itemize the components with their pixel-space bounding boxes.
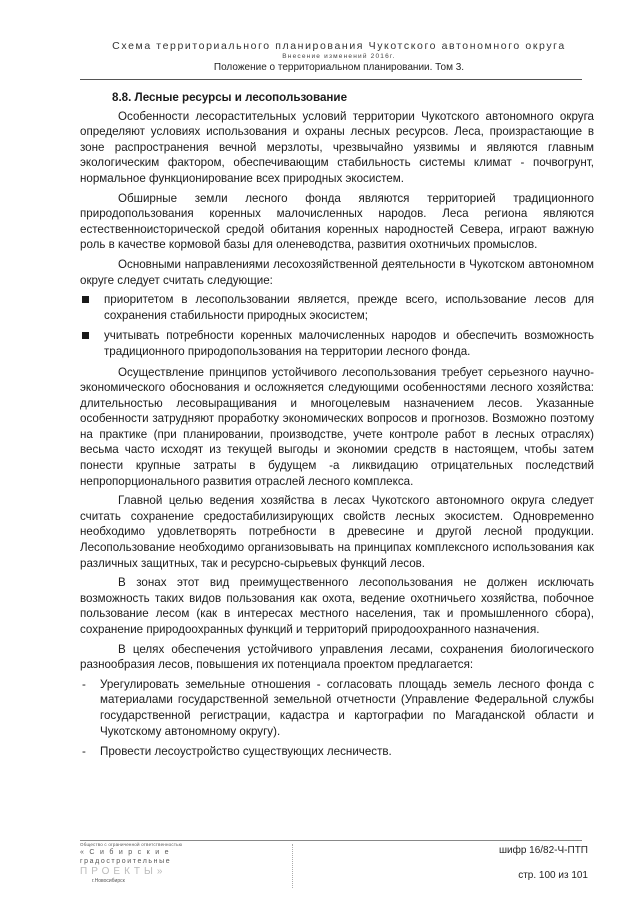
logo-line-urban: градостроительные	[80, 858, 172, 865]
main-content	[80, 90, 594, 765]
bullet-item	[80, 292, 594, 323]
dash-item	[80, 677, 594, 739]
paragraph: Осуществление принципов устойчивого лесопользования требует серьезного научно-экономического обоснования и осложняется следующими особенностями лесного хозяйства: длительностью лесовыращивания и многоцелевым назначением лесов. Указанные особенности затрудняют проработку экономических вопросов и прогнозов. Возможно поэтому на практике (при планировании, производстве, учете контроле работ в лесных отраслях) весьма часто исходят из текущей выгоды и экономии средств в настоящем, чтобы затем понести крупные затраты в будущем -а ликвидацию отрицательных последствий непропорционального развития отраслей лесного комплекса.	[80, 365, 594, 488]
bullet-item	[80, 328, 594, 359]
paragraph: В зонах этот вид преимущественного лесопользования не должен исключать возможность таких видов пользования как охота, ведение охотничьего хозяйства, побочное пользование лесом (как в интересах местного населения, так и промышленного сбора), сохранение природоохранных функций и территорий природоохранного назначения.	[80, 576, 594, 636]
bullet-text: учитывать потребности коренных малочисленных народов и обеспечить возможность традиционного природопользования на территории лесного фонда.	[104, 329, 594, 358]
paragraph: Обширные земли лесного фонда являются территорией традиционного природопользования коренных малочисленных народов. Леса региона являются естественноисторической средой обитания коренных народностей Севера, играют важную роль в качестве кормовой базы для оленеводства, развития охотничьих промыслов.	[80, 191, 594, 252]
dash-marker: -	[82, 745, 86, 759]
dash-text: Провести лесоустройство существующих лесничеств.	[100, 745, 392, 759]
document-cipher: шифр 16/82-Ч-ПТП	[498, 845, 588, 856]
square-bullet-icon	[82, 296, 89, 303]
section-heading: 8.8. Лесные ресурсы и лесопользование	[112, 91, 348, 104]
footer-divider	[80, 840, 582, 841]
header-revision: Внесение изменений 2016г.	[282, 53, 396, 60]
footer-dotted-separator	[292, 844, 293, 888]
header-divider	[80, 79, 582, 80]
paragraph: В целях обеспечения устойчивого управления лесами, сохранения биологического разнообразия лесов, повышения их потенциала проектом предлагается:	[80, 642, 594, 672]
paragraph: Особенности лесорастительных условий территории Чукотского автономного округа определяют условиях использования и охраны лесных ресурсов. Леса, произрастающие в зоне распространения вечной мерзлоты, чрезвычайно уязвимы и являются главным экологическим фактором, обеспечивающим стабильность системы климат - почвогрунт, нормальное функционирование всех природных экосистем.	[80, 109, 594, 185]
company-logo	[80, 842, 220, 885]
bullet-text: приоритетом в лесопользовании является, прежде всего, использование лесов для сохранения стабильности природных экосистем;	[104, 293, 594, 322]
dash-marker: -	[82, 677, 86, 691]
page-number: стр. 100 из 101	[518, 870, 588, 881]
logo-org-type: Общество с ограниченной ответственностью	[80, 842, 183, 847]
logo-line-projects: ПРОЕКТЫ»	[80, 866, 167, 877]
logo-city: г.Новосибирск	[92, 878, 125, 884]
header-document-title: Схема территориального планирования Чукотского автономного округа	[112, 40, 566, 52]
dash-list	[80, 677, 594, 760]
square-bullet-icon	[82, 332, 89, 339]
paragraph: Главной целью ведения хозяйства в лесах Чукотского автономного округа следует считать сохранение средостабилизирующих свойств лесных экосистем. Одновременно необходимо удовлетворять потребности в древесине и другой лесной продукции. Лесопользование необходимо организовывать на принципах комплексного использования как различных защитных, так и ресурсно-сырьевых функций лесов.	[80, 494, 594, 570]
dash-item	[80, 744, 594, 760]
header-volume: Положение о территориальном планировании. Том 3.	[213, 62, 465, 73]
dash-text: Урегулировать земельные отношения - согласовать площадь земель лесного фонда с материалами государственной земельной отчетности (Управление Федеральной службы государственной регистрации, кадастра и картографии по Магаданской области и Чукотскому автономному округу).	[100, 677, 594, 738]
logo-line-siberian: «Сибирские	[80, 849, 175, 856]
bullet-list	[80, 292, 594, 359]
page-header	[0, 40, 640, 74]
paragraph: Основными направлениями лесохозяйственной деятельности в Чукотском автономном округе следует считать следующие:	[80, 257, 594, 287]
